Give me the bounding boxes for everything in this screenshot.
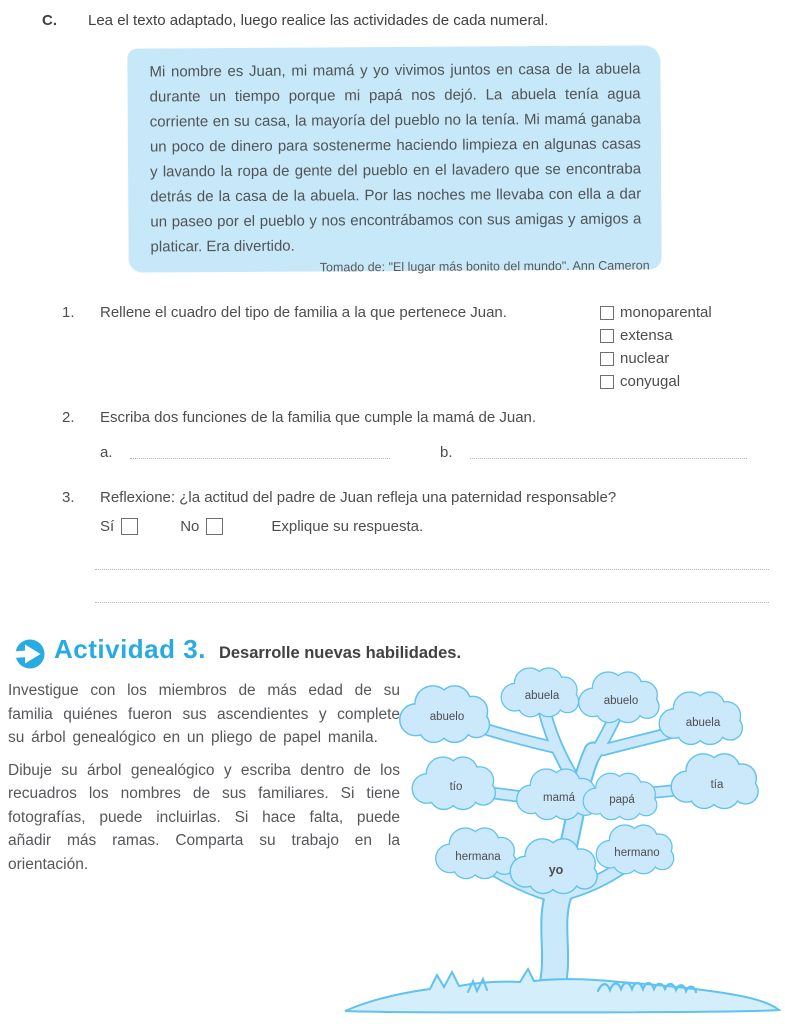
yes-label: Sí	[100, 518, 115, 535]
family-tree-illustration	[340, 662, 785, 1024]
activity-subtitle: Desarrolle nuevas habilidades.	[218, 644, 462, 662]
tree-label-hermano: hermano	[614, 847, 660, 859]
question-3-number: 3.	[62, 489, 75, 506]
option-row	[600, 370, 712, 393]
tree-label-yo: yo	[548, 863, 564, 877]
checkbox-no[interactable]	[206, 518, 223, 535]
activity-header	[54, 634, 461, 665]
no-label: No	[180, 518, 200, 535]
option-label: monoparental	[620, 304, 712, 321]
checkbox-nuclear[interactable]	[600, 352, 614, 366]
option-label: conyugal	[620, 373, 681, 390]
arrow-circle-icon	[12, 637, 46, 671]
checkbox-yes[interactable]	[121, 518, 138, 535]
checkbox-monoparental[interactable]	[600, 306, 614, 320]
question-1-text: Rellene el cuadro del tipo de familia a la que pertenece Juan.	[100, 304, 507, 321]
question-2-text: Escriba dos funciones de la familia que cumple la mamá de Juan.	[100, 409, 537, 426]
tree-label-abuelo-2: abuelo	[603, 695, 639, 707]
blank-b-label: b.	[440, 444, 453, 461]
tree-label-papa: papá	[609, 794, 635, 806]
yes-no-row	[100, 518, 423, 535]
tree-label-hermana: hermana	[455, 851, 501, 863]
option-row	[600, 324, 712, 347]
instruction-paragraph-1: Investigue con los miembros de más edad de su familia quiénes fueron sus ascendientes y complete su árbol genealógico en un pliego de papel manila.	[8, 682, 400, 746]
section-letter: C.	[42, 12, 57, 29]
answer-line-1[interactable]	[95, 569, 769, 570]
section-instruction: Lea el texto adaptado, luego realice las actividades de cada numeral.	[88, 12, 549, 29]
tree-label-abuelo-1: abuelo	[429, 711, 465, 723]
question-3-text: Reflexione: ¿la actitud del padre de Juan refleja una paternidad responsable?	[100, 489, 617, 506]
question-2-number: 2.	[62, 409, 75, 426]
tree-label-tio: tío	[449, 781, 463, 793]
option-label: extensa	[620, 327, 673, 344]
blank-a-label: a.	[100, 444, 113, 461]
answer-line-2[interactable]	[95, 602, 769, 603]
option-label: nuclear	[620, 350, 670, 367]
explain-label: Explique su respuesta.	[271, 518, 424, 535]
option-row	[600, 347, 712, 370]
tree-label-mama: mamá	[543, 792, 575, 804]
tree-label-tia: tía	[710, 779, 724, 791]
activity-title: Actividad 3.	[54, 634, 206, 664]
reading-text: Mi nombre es Juan, mi mamá y yo vivimos juntos en casa de la abuela durante un tiempo porque mi papá nos dejó. La abuela tenía agua corriente en su casa, la mayoría del pueblo no la tenía. Mi mamá ganaba un poco de dinero para sostenerme haciendo limpieza en algunas casas y lavando la ropa de gente del pueblo en el lavadero que se encontraba detrás de la casa de la abuela. Por las noches me llevaba con ella a dar un paseo por el pueblo y nos encontrábamos con sus amigas y amigos a platicar. Era divertido.	[149, 60, 642, 256]
checkbox-conyugal[interactable]	[600, 375, 614, 389]
tree-label-abuela-2: abuela	[685, 717, 721, 729]
question-1-number: 1.	[62, 304, 75, 321]
answer-line-a[interactable]	[130, 458, 390, 459]
instruction-paragraph-2: Dibuje su árbol genealógico y escriba dentro de los recuadros los nombres de sus familiares. Si tiene fotografías, puede incluirlas. Si hace falta, puede añadir más ramas. Comparta su trabajo en la orientación.	[8, 761, 400, 873]
question-1-options	[600, 301, 712, 393]
option-row	[600, 301, 712, 324]
reading-credit: Tomado de: "El lugar más bonito del mundo". Ann Cameron	[319, 258, 650, 275]
tree-label-abuela-1: abuela	[524, 690, 560, 702]
answer-line-b[interactable]	[470, 458, 747, 459]
reading-box	[127, 45, 661, 275]
checkbox-extensa[interactable]	[600, 329, 614, 343]
